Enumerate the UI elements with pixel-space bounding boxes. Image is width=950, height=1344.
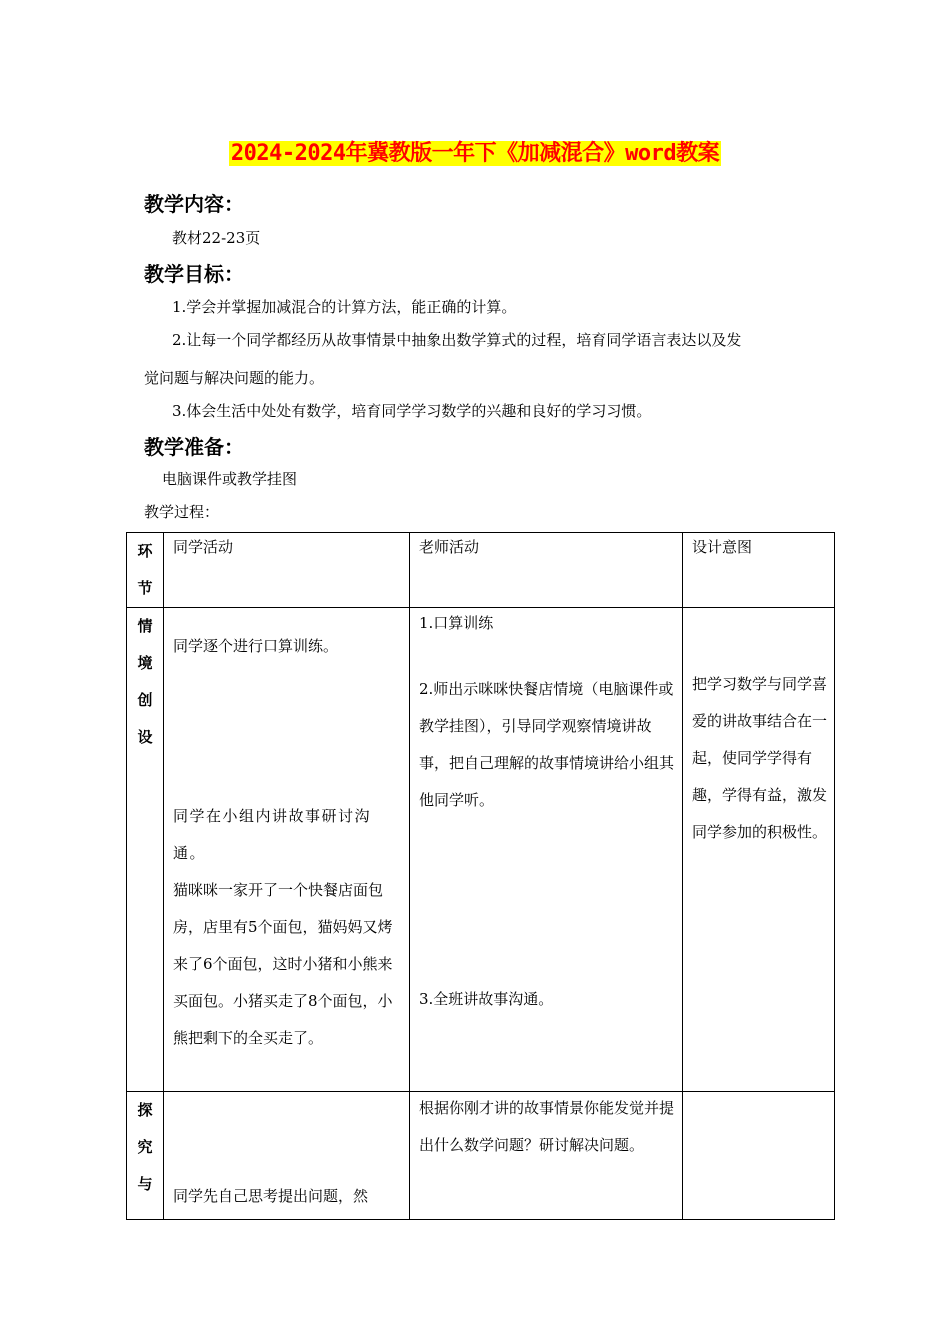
table-row xyxy=(127,1092,835,1220)
content-heading: 教学内容： xyxy=(144,192,244,216)
table-header-row xyxy=(127,533,835,608)
prep-text: 电脑课件或教学挂图 xyxy=(162,470,298,488)
intent-cell: 把学习数学与同学喜爱的讲故事结合在一起，使同学学得有趣，学得有益，激发同学参加的积极性。 xyxy=(683,608,835,1092)
header-students: 同学活动 xyxy=(164,533,410,608)
header-stage: 环节 xyxy=(127,533,164,608)
process-label: 教学过程： xyxy=(144,503,220,521)
students-cell: 同学先自己思考提出问题，然 xyxy=(164,1092,410,1220)
document-title: 2024-2024年冀教版一年下《加减混合》word教案 xyxy=(230,141,720,166)
goal-item-2-cont: 觉问题与解决问题的能力。 xyxy=(144,369,325,387)
teacher-cell: 根据你刚才讲的故事情景你能发觉并提出什么数学问题？研讨解决问题。 xyxy=(410,1092,683,1220)
goal-item-1: 1.学会并掌握加减混合的计算方法，能正确的计算。 xyxy=(172,298,517,316)
content-text: 教材22-23页 xyxy=(172,229,261,247)
intent-cell xyxy=(683,1092,835,1220)
goals-heading: 教学目标： xyxy=(144,262,244,286)
goal-item-2: 2.让每一个同学都经历从故事情景中抽象出数学算式的过程，培育同学语言表达以及发 xyxy=(172,331,742,349)
stage-cell: 探究与 xyxy=(127,1092,164,1220)
goal-item-3: 3.体会生活中处处有数学，培育同学学习数学的兴趣和良好的学习习惯。 xyxy=(172,402,652,420)
prep-heading: 教学准备： xyxy=(144,435,244,459)
header-intent: 设计意图 xyxy=(683,533,835,608)
stage-cell: 情境创设 xyxy=(127,608,164,1092)
table-row xyxy=(127,608,835,1092)
header-teacher: 老师活动 xyxy=(410,533,683,608)
lesson-table xyxy=(126,532,835,1220)
students-cell: 同学逐个进行口算训练。 同学在小组内讲故事研讨沟通。 猫咪咪一家开了一个快餐店面包房，店里有5个面包，猫妈妈又烤来了6个面包，这时小猪和小熊来买面包。小猪买走了8个面包，小熊把剩下的全买走了。 xyxy=(164,608,410,1092)
teacher-cell: 1.口算训练 2.师出示咪咪快餐店情境（电脑课件或教学挂图），引导同学观察情境讲故事，把自己理解的故事情境讲给小组其他同学听。 3.全班讲故事沟通。 xyxy=(410,608,683,1092)
